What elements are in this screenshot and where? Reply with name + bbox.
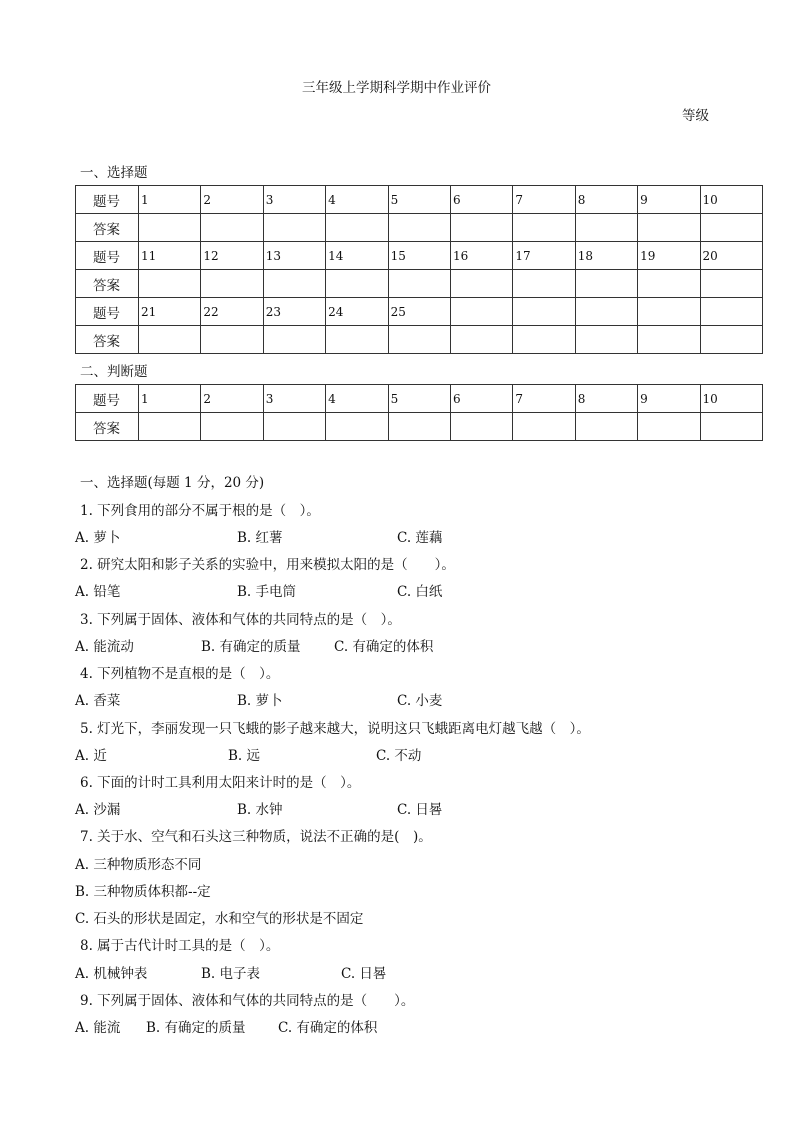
table-row	[76, 270, 763, 298]
question-number: 23	[263, 298, 325, 326]
question-number: 7	[513, 385, 575, 413]
question-number: 4	[326, 186, 388, 214]
answer-label: 答案	[76, 413, 139, 441]
question-number: 6	[450, 385, 512, 413]
answer-cell[interactable]	[450, 413, 512, 441]
question-text: 7. 关于水、空气和石头这三种物质，说法不正确的是( )。	[80, 829, 432, 845]
question-text: 6. 下面的计时工具利用太阳来计时的是（ ）。	[80, 775, 361, 791]
answer-cell[interactable]	[700, 214, 762, 242]
answer-cell[interactable]	[139, 270, 201, 298]
table-row	[76, 385, 763, 413]
answer-cell[interactable]	[201, 326, 263, 354]
answer-cell[interactable]	[139, 214, 201, 242]
answer-cell[interactable]	[201, 214, 263, 242]
answer-cell[interactable]	[513, 270, 575, 298]
question-number: 15	[388, 242, 450, 270]
answer-cell[interactable]	[326, 413, 388, 441]
answer-cell[interactable]	[638, 413, 700, 441]
answer-cell[interactable]	[450, 326, 512, 354]
option-a: A. 沙漏	[75, 802, 121, 818]
question-number: 1	[139, 385, 201, 413]
question-number: 10	[700, 385, 762, 413]
answer-cell[interactable]	[700, 270, 762, 298]
question-number: 19	[638, 242, 700, 270]
answer-cell[interactable]	[388, 413, 450, 441]
question-number: 5	[388, 385, 450, 413]
option-a: A. 香菜	[75, 693, 121, 709]
option-b: B. 有确定的质量	[146, 1020, 246, 1036]
question-text: 2. 研究太阳和影子关系的实验中，用来模拟太阳的是（ ）。	[80, 557, 455, 573]
option-a: A. 能流动	[75, 639, 134, 655]
answer-cell[interactable]	[388, 214, 450, 242]
answer-cell[interactable]	[575, 214, 637, 242]
row-label: 题号	[76, 298, 139, 326]
option-a: A. 机械钟表	[75, 966, 148, 982]
answer-cell[interactable]	[326, 270, 388, 298]
question-number: 25	[388, 298, 450, 326]
section2-title: 二、判断题	[80, 364, 148, 380]
question-text: 4. 下列植物不是直根的是（ ）。	[80, 666, 280, 682]
answer-cell[interactable]	[263, 326, 325, 354]
option-b: B. 远	[228, 748, 261, 764]
answer-cell[interactable]	[263, 270, 325, 298]
question-number: 5	[388, 186, 450, 214]
answer-cell[interactable]	[575, 270, 637, 298]
answer-cell[interactable]	[513, 214, 575, 242]
question-number	[513, 298, 575, 326]
question-number: 3	[263, 186, 325, 214]
question-number: 20	[700, 242, 762, 270]
question-number: 17	[513, 242, 575, 270]
question-number: 6	[450, 186, 512, 214]
question-number: 16	[450, 242, 512, 270]
question-number: 1	[139, 186, 201, 214]
row-label: 题号	[76, 385, 139, 413]
question-number: 9	[638, 186, 700, 214]
question-number: 2	[201, 186, 263, 214]
option-b: B. 有确定的质量	[201, 639, 301, 655]
row-label: 题号	[76, 242, 139, 270]
answer-cell[interactable]	[263, 214, 325, 242]
answer-cell[interactable]	[450, 214, 512, 242]
answer-cell[interactable]	[513, 413, 575, 441]
answer-cell[interactable]	[450, 270, 512, 298]
question-number	[575, 298, 637, 326]
option-c: C. 有确定的体积	[278, 1020, 378, 1036]
question-number: 9	[638, 385, 700, 413]
table-row	[76, 326, 763, 354]
option-b: B. 三种物质体积都--定	[75, 884, 211, 900]
question-number	[700, 298, 762, 326]
question-text: 5. 灯光下，李丽发现一只飞蛾的影子越来越大，说明这只飞蛾距离电灯越飞越（ ）。	[80, 721, 590, 737]
answer-cell[interactable]	[638, 270, 700, 298]
option-c: C. 不动	[376, 748, 422, 764]
option-a: A. 近	[75, 748, 107, 764]
answer-cell[interactable]	[139, 326, 201, 354]
question-number: 7	[513, 186, 575, 214]
answer-cell[interactable]	[513, 326, 575, 354]
table-row	[76, 413, 763, 441]
grade-label: 等级	[682, 108, 709, 124]
page-title: 三年级上学期科学期中作业评价	[302, 80, 491, 96]
option-a: A. 能流	[75, 1020, 121, 1036]
answer-cell[interactable]	[638, 326, 700, 354]
option-c: C. 有确定的体积	[334, 639, 434, 655]
choice-answer-table	[75, 185, 763, 354]
question-number: 13	[263, 242, 325, 270]
table-row	[76, 242, 763, 270]
answer-cell[interactable]	[700, 326, 762, 354]
option-c: C. 白纸	[397, 584, 443, 600]
question-number: 4	[326, 385, 388, 413]
questions-header: 一、选择题(每题 1 分，20 分)	[80, 475, 265, 491]
option-b: B. 水钟	[237, 802, 283, 818]
question-number	[450, 298, 512, 326]
table-row	[76, 186, 763, 214]
answer-label: 答案	[76, 214, 139, 242]
question-number: 2	[201, 385, 263, 413]
option-c: C. 小麦	[397, 693, 443, 709]
answer-cell[interactable]	[326, 214, 388, 242]
option-b: B. 电子表	[201, 966, 261, 982]
option-c: C. 石头的形状是固定，水和空气的形状是不固定	[75, 911, 364, 927]
answer-label: 答案	[76, 326, 139, 354]
option-a: A. 三种物质形态不同	[75, 857, 202, 873]
option-b: B. 萝卜	[237, 693, 283, 709]
question-text: 8. 属于古代计时工具的是（ ）。	[80, 938, 280, 954]
question-text: 9. 下列属于固体、液体和气体的共同特点的是（ ）。	[80, 993, 415, 1009]
question-number	[638, 298, 700, 326]
answer-cell[interactable]	[201, 413, 263, 441]
option-c: C. 莲藕	[397, 530, 443, 546]
section1-title: 一、选择题	[80, 165, 148, 181]
question-text: 3. 下列属于固体、液体和气体的共同特点的是（ ）。	[80, 612, 401, 628]
question-number: 24	[326, 298, 388, 326]
answer-cell[interactable]	[638, 214, 700, 242]
option-a: A. 铅笔	[75, 584, 121, 600]
judgment-answer-table	[75, 384, 763, 441]
question-number: 12	[201, 242, 263, 270]
option-b: B. 红薯	[237, 530, 283, 546]
question-number: 11	[139, 242, 201, 270]
answer-cell[interactable]	[700, 413, 762, 441]
answer-cell[interactable]	[388, 270, 450, 298]
answer-cell[interactable]	[326, 326, 388, 354]
table-row	[76, 214, 763, 242]
answer-cell[interactable]	[388, 326, 450, 354]
option-a: A. 萝卜	[75, 530, 121, 546]
answer-cell[interactable]	[575, 326, 637, 354]
option-b: B. 手电筒	[237, 584, 297, 600]
question-number: 21	[139, 298, 201, 326]
row-label: 题号	[76, 186, 139, 214]
answer-cell[interactable]	[575, 413, 637, 441]
question-number: 3	[263, 385, 325, 413]
question-number: 18	[575, 242, 637, 270]
answer-cell[interactable]	[201, 270, 263, 298]
question-number: 8	[575, 385, 637, 413]
answer-label: 答案	[76, 270, 139, 298]
question-number: 10	[700, 186, 762, 214]
option-c: C. 日晷	[341, 966, 387, 982]
question-number: 22	[201, 298, 263, 326]
question-text: 1. 下列食用的部分不属于根的是（ ）。	[80, 503, 320, 519]
question-number: 14	[326, 242, 388, 270]
table-row	[76, 298, 763, 326]
option-c: C. 日晷	[397, 802, 443, 818]
answer-cell[interactable]	[139, 413, 201, 441]
question-number: 8	[575, 186, 637, 214]
answer-cell[interactable]	[263, 413, 325, 441]
